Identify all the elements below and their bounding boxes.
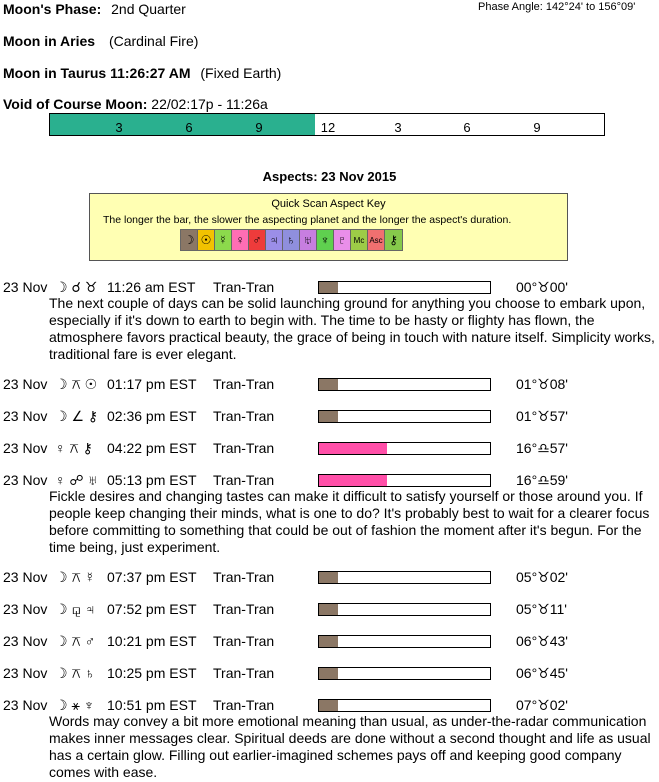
void-of-course-value: 22/02:17p - 11:26a (151, 96, 268, 112)
aspect-symbols: ♀ ☍ ♅ (55, 472, 98, 488)
aspect-row (0, 376, 659, 394)
aspect-position: 06°♉43' (516, 633, 568, 649)
jupiter-icon: ♃ (266, 230, 283, 250)
aspect-position: 06°♉45' (516, 665, 568, 681)
aspect-type: Tran-Tran (213, 665, 275, 681)
aspect-type: Tran-Tran (213, 408, 275, 424)
voc-tick: 3 (115, 120, 123, 135)
aspect-duration-fill (319, 475, 387, 486)
chiron-icon: ⚷ (385, 230, 402, 250)
aspect-row (0, 408, 659, 426)
aspect-symbols: ☽ ⚹ ♆ (55, 697, 95, 713)
aspect-symbols: ☽ ☌ ♉ (55, 279, 98, 295)
aspect-time: 02:36 pm EST (107, 408, 197, 424)
aspect-time: 07:52 pm EST (107, 601, 197, 617)
quick-scan-key (89, 193, 568, 261)
aspect-date: 23 Nov (3, 697, 48, 713)
aspect-duration-bar (318, 603, 491, 616)
aspect-date: 23 Nov (3, 569, 48, 585)
moon-phase-label: Moon's Phase: (3, 1, 102, 17)
moon-taurus-line (3, 65, 281, 81)
aspect-type: Tran-Tran (213, 697, 275, 713)
voc-tick: 3 (394, 120, 402, 135)
aspect-description: Words may convey a bit more emotional meaning than usual, as under-the-radar communication makes inner messages clear. Spiritual deeds are done without a second thought and life as usual has a certain glow. Filling out earlier-imagined schemes pays off and keeping good company comes with ease. (49, 713, 651, 780)
aspect-duration-fill (319, 572, 338, 583)
saturn-icon: ♄ (283, 230, 300, 250)
aspect-duration-fill (319, 604, 338, 615)
aspects-title: Aspects: 23 Nov 2015 (262, 169, 397, 184)
aspect-duration-bar (318, 571, 491, 584)
aspect-row (0, 569, 659, 587)
phase-angle: Phase Angle: 142°24' to 156°09' (478, 1, 636, 13)
void-of-course-label: Void of Course Moon: (3, 96, 148, 112)
aspect-time: 10:25 pm EST (107, 665, 197, 681)
mercury-icon: ☿ (215, 230, 232, 250)
aspect-duration-bar (318, 442, 491, 455)
aspect-duration-bar (318, 699, 491, 712)
aspect-time: 10:51 pm EST (107, 697, 197, 713)
moon-icon: ☽ (181, 230, 198, 250)
aspect-row (0, 665, 659, 683)
aspect-duration-bar (318, 474, 491, 487)
aspect-time: 10:21 pm EST (107, 633, 197, 649)
aspect-description: Fickle desires and changing tastes can make it difficult to satisfy yourself or those around you. If people keep changing their minds, what is one to do? It's probably best to wait for a clearer focus before committing to something that could be out of fashion the moment after it's begun. For the time being, just experiment. (49, 488, 650, 555)
aspect-type: Tran-Tran (213, 601, 275, 617)
aspect-date: 23 Nov (3, 633, 48, 649)
sun-icon: ☉ (198, 230, 215, 250)
midheaven-icon: Mc (351, 230, 368, 250)
key-title: Quick Scan Aspect Key (271, 198, 386, 210)
moon-taurus-label: Moon in Taurus 11:26:27 AM (3, 65, 191, 81)
aspect-duration-fill (319, 379, 338, 390)
uranus-icon: ♅ (300, 230, 317, 250)
aspect-duration-fill (319, 411, 338, 422)
void-of-course-bar (49, 113, 605, 136)
aspect-duration-bar (318, 378, 491, 391)
aspect-duration-fill (319, 700, 338, 711)
void-of-course-fill (50, 114, 315, 135)
aspect-date: 23 Nov (3, 376, 48, 392)
aspect-symbols: ☽ ⚻ ☿ (55, 569, 96, 585)
voc-tick: 9 (533, 120, 541, 135)
aspect-position: 07°♉02' (516, 697, 568, 713)
aspect-symbols: ☽ ∠ ⚷ (55, 408, 99, 424)
moon-phase-value: 2nd Quarter (111, 1, 186, 17)
aspect-type: Tran-Tran (213, 472, 275, 488)
aspect-position: 05°♉02' (516, 569, 568, 585)
voc-tick: 9 (255, 120, 263, 135)
aspect-row (0, 440, 659, 458)
aspect-symbols: ☽ ⚻ ☉ (55, 376, 98, 392)
aspect-type: Tran-Tran (213, 440, 275, 456)
pluto-icon: ♇ (334, 230, 351, 250)
aspect-duration-bar (318, 667, 491, 680)
aspect-position: 01°♉57' (516, 408, 568, 424)
aspect-symbols: ☽ ⚼ ♃ (55, 601, 96, 617)
ascendant-icon: Asc (368, 230, 385, 250)
key-description: The longer the bar, the slower the aspecting planet and the longer the aspect's duration. (103, 214, 512, 226)
planet-legend (180, 229, 403, 251)
aspect-row (0, 633, 659, 651)
aspect-duration-fill (319, 668, 338, 679)
aspect-duration-fill (319, 282, 338, 293)
moon-aries-line (3, 33, 198, 49)
aspect-duration-fill (319, 443, 387, 454)
aspect-time: 01:17 pm EST (107, 376, 197, 392)
venus-icon: ♀ (232, 230, 249, 250)
aspect-position: 05°♉11' (516, 601, 567, 617)
aspect-date: 23 Nov (3, 440, 48, 456)
aspect-row (0, 601, 659, 619)
aspect-duration-fill (319, 636, 338, 647)
aspect-duration-bar (318, 635, 491, 648)
aspect-duration-bar (318, 410, 491, 423)
moon-aries-value: (Cardinal Fire) (108, 33, 199, 49)
moon-phase-line (3, 1, 186, 17)
aspect-type: Tran-Tran (213, 376, 275, 392)
moon-aries-label: Moon in Aries (3, 33, 96, 49)
aspect-date: 23 Nov (3, 279, 48, 295)
aspect-position: 01°♉08' (516, 376, 568, 392)
mars-icon: ♂ (249, 230, 266, 250)
voc-tick: 12 (320, 120, 336, 135)
aspect-symbols: ☽ ⚻ ♂ (55, 633, 96, 649)
void-of-course-line (3, 96, 268, 112)
aspect-time: 07:37 pm EST (107, 569, 197, 585)
aspect-symbols: ♀ ⚻ ⚷ (55, 440, 93, 456)
aspect-type: Tran-Tran (213, 569, 275, 585)
aspect-type: Tran-Tran (213, 279, 275, 295)
aspect-duration-bar (318, 281, 491, 294)
voc-tick: 6 (463, 120, 471, 135)
aspect-date: 23 Nov (3, 665, 48, 681)
aspect-symbols: ☽ ⚻ ♄ (55, 665, 96, 681)
neptune-icon: ♆ (317, 230, 334, 250)
aspect-time: 11:26 am EST (107, 279, 196, 295)
aspect-type: Tran-Tran (213, 633, 275, 649)
aspect-position: 16°♎59' (516, 472, 568, 488)
aspect-date: 23 Nov (3, 601, 48, 617)
voc-tick: 6 (185, 120, 193, 135)
aspect-position: 16°♎57' (516, 440, 568, 456)
aspect-time: 04:22 pm EST (107, 440, 197, 456)
aspect-date: 23 Nov (3, 408, 48, 424)
aspect-date: 23 Nov (3, 472, 48, 488)
aspect-position: 00°♉00' (516, 279, 568, 295)
aspect-description: The next couple of days can be solid launching ground for anything you choose to embark upon, especially if it's down to earth to begin with. The time to be hasty or flighty has flown, the atmosphere favors practical beauty, the grace of being in touch with nature itself. Simplicity works, traditional fare is ever elegant. (49, 295, 655, 362)
moon-taurus-value: (Fixed Earth) (200, 65, 282, 81)
aspect-time: 05:13 pm EST (107, 472, 197, 488)
